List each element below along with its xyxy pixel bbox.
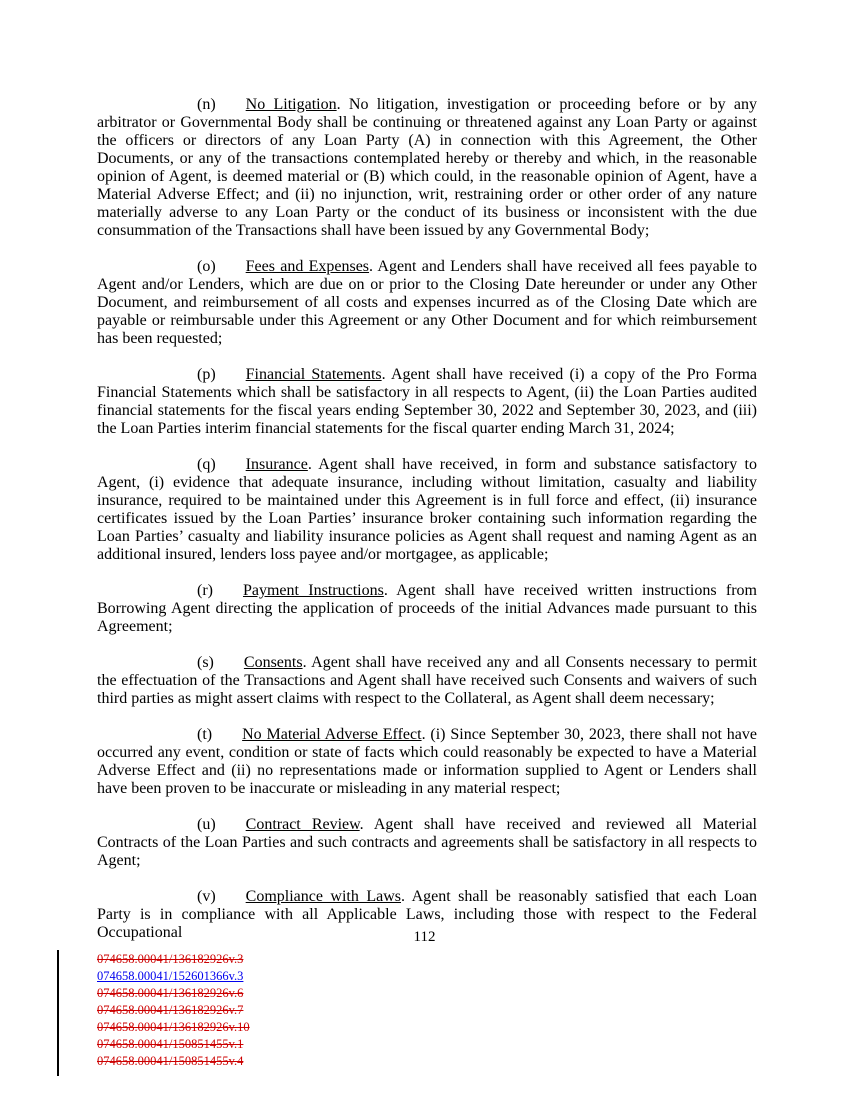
clause-n-body: . No litigation, investigation or proceeding before or by any arbitrator or Governmental Body shall be continuing or threatened against any Loan Party or against the officers or directors of any Loan Party (A) in connection with this Agreement, the Other Documents, or any of the transactions contemplated hereby or thereby and which, in the reasonable opinion of Agent, is deemed material or (B) which could, in the reasonable opinion of Agent, have a Material Adverse Effect; and (ii) no injunction, writ, restraining order or other order of any nature materially adverse to any Loan Party or the conduct of its business or inconsistent with the due consummation of the Transactions shall have been issued by any Governmental Body; [97,96,758,239]
document-stamp-link[interactable]: 074658.00041/152601366v.3 [97,969,244,983]
clause-t-body: . (i) Since September 30, 2023, there shall not have occurred any event, condition or state of facts which could reasonably be expected to have a Material Adverse Effect and (ii) no representations made or information supplied to Agent or Lenders shall have been proven to be inaccurate or misleading in any material respect; [97,726,757,797]
clause-q-heading: Insurance [245,456,308,473]
document-stamp-5: 074658.00041/136182926v.10 [97,1020,250,1034]
clause-t [97,726,757,798]
clause-r-body: . Agent shall have received written instructions from Borrowing Agent directing the application of proceeds of the initial Advances made pursuant to this Agreement; [97,582,757,635]
clause-s-body: . Agent shall have received any and all Consents necessary to permit the effectuation of the Transactions and Agent shall have received such Consents and waivers of such third parties as might assert claims with respect to the Collateral, as Agent shall deem necessary; [97,654,757,707]
clause-n-label: (n) [197,96,216,113]
clause-q-label: (q) [197,456,216,473]
page-number: 112 [413,929,436,945]
clause-u [97,816,757,870]
clause-p [97,366,757,438]
document-stamp-4: 074658.00041/136182926v.7 [97,1003,244,1017]
clause-s [97,654,757,708]
document-stamp-6: 074658.00041/150851455v.1 [97,1037,244,1051]
change-bar [57,950,59,1076]
clause-n [97,96,757,240]
clause-p-body: . Agent shall have received (i) a copy of the Pro Forma Financial Statements which shall be satisfactory in all respects to Agent, (ii) the Loan Parties audited financial statements for the fiscal years ending September 30, 2022 and September 30, 2023, and (iii) the Loan Parties interim financial statements for the fiscal quarter ending March 31, 2024; [97,366,758,437]
clause-p-label: (p) [197,366,216,383]
clause-u-heading: Contract Review [245,816,360,833]
clause-s-heading: Consents [243,654,303,671]
clause-r [97,582,757,636]
clause-o-label: (o) [197,258,216,275]
document-body [97,96,757,942]
clause-r-heading: Payment Instructions [242,582,384,599]
clause-v-body: . Agent shall be reasonably satisfied that each Loan Party is in compliance with all Applicable Laws, including those with respect to the Federal Occupational [97,888,757,941]
clause-q [97,456,757,564]
clause-r-label: (r) [197,582,213,599]
clause-s-label: (s) [197,654,214,671]
clause-q-body: . Agent shall have received, in form and substance satisfactory to Agent, (i) evidence that adequate insurance, including without limitation, casualty and liability insurance, required to be maintained under this Agreement is in full force and effect, (ii) insurance certificates issued by the Loan Parties’ insurance broker containing such information regarding the Loan Parties’ casualty and liability insurance policies as Agent shall request and naming Agent as an additional insured, lenders loss payee and/or mortgagee, as applicable; [97,456,757,563]
clause-v-heading: Compliance with Laws [245,888,401,905]
clause-t-heading: No Material Adverse Effect [242,726,422,743]
clause-n-heading: No Litigation [245,96,337,113]
footer-stamps [97,951,250,1070]
clause-o [97,258,757,348]
clause-u-body: . Agent shall have received and reviewed all Material Contracts of the Loan Parties and such contracts and agreements shall be satisfactory in all respects to Agent; [97,816,757,869]
clause-t-label: (t) [197,726,213,743]
clause-p-heading: Financial Statements [245,366,382,383]
document-stamp-7: 074658.00041/150851455v.4 [97,1054,244,1068]
clause-o-heading: Fees and Expenses [245,258,370,275]
document-stamp-3: 074658.00041/136182926v.6 [97,986,244,1000]
document-stamp-1: 074658.00041/136182926v.3 [97,952,244,966]
clause-v-label: (v) [197,888,216,905]
clause-o-body: . Agent and Lenders shall have received all fees payable to Agent and/or Lenders, which are due on or prior to the Closing Date hereunder or under any Other Document, and reimbursement of all costs and expenses incurred as of the Closing Date which are payable or reimbursable under this Agreement or any Other Document and for which reimbursement has been requested; [97,258,757,347]
clause-u-label: (u) [197,816,216,833]
